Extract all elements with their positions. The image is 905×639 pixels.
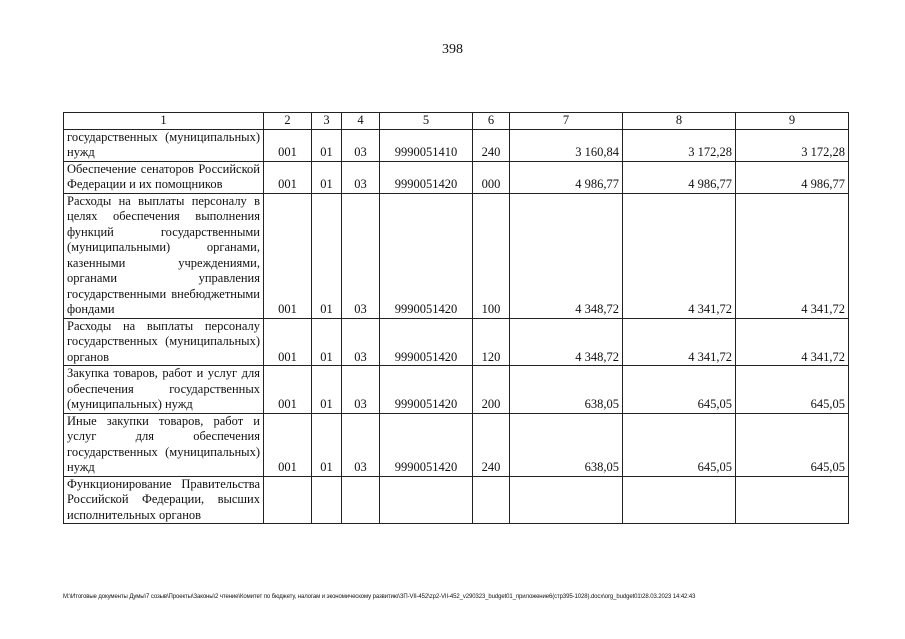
header-cell: 1: [64, 113, 264, 130]
code-section: 01: [312, 366, 342, 414]
code-section: 01: [312, 318, 342, 366]
code-target-article: 9990051420: [380, 366, 473, 414]
amount-col7: [510, 476, 623, 524]
amount-col7: 3 160,84: [510, 129, 623, 161]
table-row: [64, 413, 849, 476]
amount-col8: 4 341,72: [623, 318, 736, 366]
table-row: [64, 129, 849, 161]
row-description: Закупка товаров, работ и услуг для обеспечения государственных (муниципальных) нужд: [64, 366, 264, 414]
amount-col9: [736, 476, 849, 524]
code-ministry: [264, 476, 312, 524]
header-row: [64, 113, 849, 130]
header-cell: 8: [623, 113, 736, 130]
code-subsection: 03: [342, 413, 380, 476]
amount-col8: 3 172,28: [623, 129, 736, 161]
code-ministry: 001: [264, 193, 312, 318]
code-expense-type: 120: [473, 318, 510, 366]
code-target-article: 9990051420: [380, 193, 473, 318]
table-row: [64, 476, 849, 524]
code-expense-type: 100: [473, 193, 510, 318]
amount-col7: 638,05: [510, 413, 623, 476]
amount-col8: 4 341,72: [623, 193, 736, 318]
code-section: 01: [312, 129, 342, 161]
header-cell: 4: [342, 113, 380, 130]
code-ministry: 001: [264, 413, 312, 476]
code-expense-type: 200: [473, 366, 510, 414]
row-description: Иные закупки товаров, работ и услуг для обеспечения государственных (муниципальных) нужд: [64, 413, 264, 476]
code-expense-type: [473, 476, 510, 524]
header-cell: 3: [312, 113, 342, 130]
amount-col8: [623, 476, 736, 524]
code-subsection: 03: [342, 193, 380, 318]
code-section: 01: [312, 413, 342, 476]
header-cell: 9: [736, 113, 849, 130]
code-subsection: [342, 476, 380, 524]
header-cell: 7: [510, 113, 623, 130]
amount-col9: 645,05: [736, 366, 849, 414]
amount-col9: 645,05: [736, 413, 849, 476]
amount-col9: 4 341,72: [736, 193, 849, 318]
amount-col9: 3 172,28: [736, 129, 849, 161]
header-cell: 2: [264, 113, 312, 130]
code-target-article: [380, 476, 473, 524]
code-ministry: 001: [264, 318, 312, 366]
code-subsection: 03: [342, 366, 380, 414]
amount-col8: 645,05: [623, 413, 736, 476]
code-target-article: 9990051420: [380, 413, 473, 476]
budget-table: [63, 112, 849, 524]
table-row: [64, 366, 849, 414]
table-row: [64, 318, 849, 366]
amount-col8: 4 986,77: [623, 161, 736, 193]
code-ministry: 001: [264, 129, 312, 161]
code-ministry: 001: [264, 161, 312, 193]
code-ministry: 001: [264, 366, 312, 414]
table-row: [64, 193, 849, 318]
row-description: Функционирование Правительства Российской Федерации, высших исполнительных органов: [64, 476, 264, 524]
table-row: [64, 161, 849, 193]
code-section: 01: [312, 161, 342, 193]
code-subsection: 03: [342, 161, 380, 193]
code-expense-type: 000: [473, 161, 510, 193]
code-target-article: 9990051420: [380, 318, 473, 366]
amount-col8: 645,05: [623, 366, 736, 414]
code-subsection: 03: [342, 318, 380, 366]
code-section: [312, 476, 342, 524]
code-expense-type: 240: [473, 129, 510, 161]
header-cell: 5: [380, 113, 473, 130]
code-expense-type: 240: [473, 413, 510, 476]
amount-col7: 4 986,77: [510, 161, 623, 193]
amount-col7: 638,05: [510, 366, 623, 414]
header-cell: 6: [473, 113, 510, 130]
code-section: 01: [312, 193, 342, 318]
amount-col9: 4 986,77: [736, 161, 849, 193]
page-number: 398: [442, 42, 463, 57]
code-subsection: 03: [342, 129, 380, 161]
code-target-article: 9990051420: [380, 161, 473, 193]
amount-col7: 4 348,72: [510, 318, 623, 366]
amount-col9: 4 341,72: [736, 318, 849, 366]
amount-col7: 4 348,72: [510, 193, 623, 318]
row-description: государственных (муниципальных) нужд: [64, 129, 264, 161]
row-description: Расходы на выплаты персоналу государственных (муниципальных) органов: [64, 318, 264, 366]
document-path-footer: M:\Итоговые документы Думы\7 созыв\Проекты\Законы\2 чтение\Комитет по бюджету, налогам и экономическому развитию\ЗП-VII-452\zp2-VII-452_v290323_budget01_приложение6(стр395-1028).docx\org_budget01\28.03.2023 14:42:43: [63, 594, 696, 600]
code-target-article: 9990051410: [380, 129, 473, 161]
row-description: Расходы на выплаты персоналу в целях обеспечения выполнения функций государственными (муниципальными) органами, казенными учреждениями, органами управления государственными внебюджетными фондами: [64, 193, 264, 318]
row-description: Обеспечение сенаторов Российской Федерации и их помощников: [64, 161, 264, 193]
